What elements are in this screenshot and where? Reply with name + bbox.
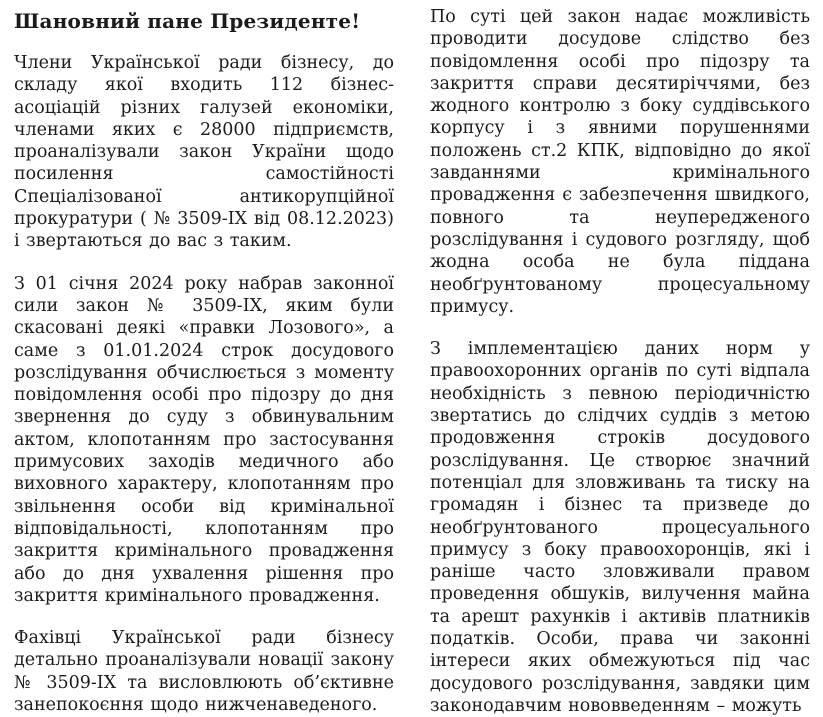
paragraph-law-3509-effective: З 01 січня 2024 року набрав законної сили закон № 3509-IX, яким були скасовані деякі «правки Лозового», а саме з 01.01.2024 строк досудового розслідування обчислюється з моменту повідомлення особі про підозру до дня звернення до суду з обвинувальним актом, клопотанням про застосування примусових заходів медичного або виховного характеру, клопотанням про звільнення особи від кримінальної відповідальності, клопотанням про закриття кримінального провадження або до дня ухвалення рішення про закриття кримінального провадження. (14, 273, 394, 606)
paragraph-law-essence: По суті цей закон надає можливість проводити досудове слідство без повідомлення особі про підозру та закриття справи десятиріччями, без жодного контролю з боку суддівського корпусу і з явними порушеннями положень ст.2 КПК, відповідно до якої завданнями кримінального провадження є забезпечення швидкого, повного та неупередженого розслідування і судового розгляду, щоб жодна особа не була піддана необґрунтованому процесуальному примусу. (430, 7, 810, 317)
right-column (430, 6, 810, 717)
paragraph-experts-concern: Фахівці Української ради бізнесу детально проаналізували новації закону № 3509-IX та висловлюють об’єктивне занепокоєння щодо нижченаведеного. (14, 628, 394, 716)
left-column (14, 6, 394, 717)
salutation-heading: Шановний пане Президенте! (14, 9, 361, 33)
paragraph-business-council-intro: Члени Української ради бізнесу, до складу якої входить 112 бізнес-асоціацій різних галузей економіки, членами яких є 28000 підприємств, проаналізували закон України щодо посилення самостійності Спеціалізованої антикорупційної прокуратури ( № 3509-IX від 08.12.2023) і звертаються до вас з таким. (14, 53, 394, 252)
paragraph-implementation-consequences: З імплементацією даних норм у правоохоронних органів по суті відпала необхідність з певною періодичністю звертатись до слідчих суддів з метою продовження строків досудового розслідування. Це створює значний потенціал для зловживань та тиску на громадян і бізнес та призведе до необґрунтованого процесуального примусу з боку правоохоронців, які і раніше часто зловживали правом проведення обшуків, вилучення майна та арешт рахунків і активів платників податків. Особи, права чи законні інтереси яких обмежуються під час досудового розслідування, завдяки цим законодавчим нововведенням – можуть (430, 339, 810, 716)
